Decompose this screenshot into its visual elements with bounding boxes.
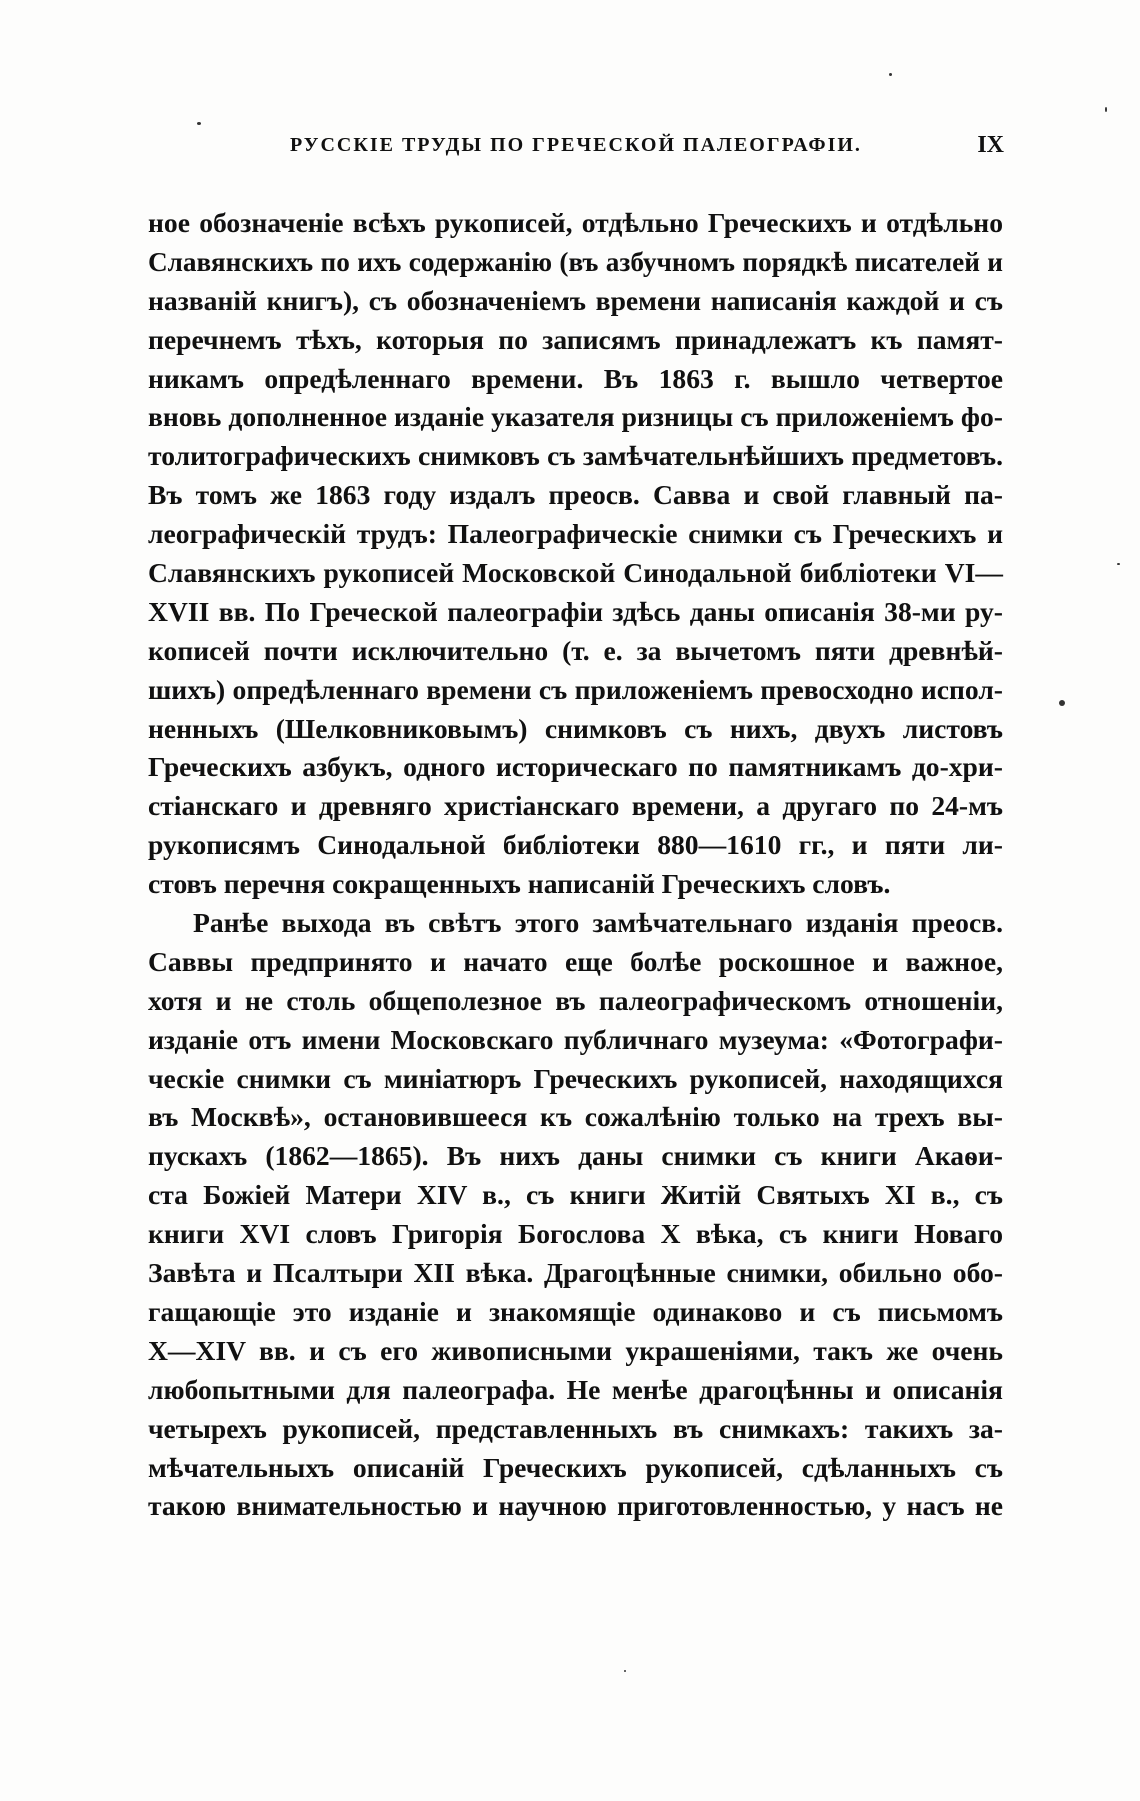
text-line: вновь дополненное изданіе указателя ризницы съ приложеніемъ фо-: [148, 401, 1003, 433]
ink-speck: [1117, 563, 1120, 565]
text-line: перечнемъ тѣхъ, которыя по записямъ принадлежатъ къ памят-: [148, 323, 1003, 355]
text-line: никамъ опредѣленнаго времени. Въ 1863 г. вышло четвертое: [148, 362, 1003, 394]
text-line: ста Божіей Матери XIV в., съ книги Житій Святыхъ XI в., съ: [148, 1179, 1003, 1211]
text-line: названій книгъ), съ обозначеніемъ времени написанія каждой и съ: [148, 284, 1003, 316]
text-line: Славянскихъ по ихъ содержанію (въ азбучномъ порядкѣ писателей и: [148, 246, 1003, 277]
page-number: IX: [977, 132, 1004, 158]
text-line: Славянскихъ рукописей Московской Синодальной библіотеки VI—: [148, 557, 1003, 589]
text-line: Греческихъ азбукъ, одного историческаго по памятникамъ до-хри-: [148, 751, 1003, 783]
text-line: Саввы предпринято и начато еще болѣе роскошное и важное,: [148, 945, 1003, 977]
text-line: кописей почти исключительно (т. е. за вычетомъ пяти древнѣй-: [148, 634, 1003, 666]
text-line: четырехъ рукописей, представленныхъ въ снимкахъ: такихъ за-: [148, 1412, 1003, 1444]
text-line: ненныхъ (Шелковниковымъ) снимковъ съ нихъ, двухъ листовъ: [148, 712, 1003, 744]
text-line: Въ томъ же 1863 году издалъ преосв. Савва и свой главный па-: [148, 479, 1003, 511]
text-line: леографическій трудъ: Палеографическіе снимки съ Греческихъ и: [148, 518, 1003, 550]
text-line: хотя и не столь общеполезное въ палеографическомъ отношеніи,: [148, 984, 1003, 1016]
ink-speck: [1105, 107, 1107, 112]
text-line: рукописямъ Синодальной библіотеки 880—1610 гг., и пяти ли-: [148, 829, 1003, 861]
text-line: пускахъ (1862—1865). Въ нихъ даны снимки съ книги Акаѳи-: [148, 1140, 1003, 1172]
paragraph-last-line: стовъ перечня сокращенныхъ написаній Греческихъ словъ.: [148, 868, 891, 900]
ink-speck: [624, 1670, 626, 1672]
text-line: X—XIV вв. и съ его живописными украшеніями, такъ же очень: [148, 1334, 1003, 1366]
text-line: стіанскаго и древняго христіанскаго времени, а другаго по 24-мъ: [148, 790, 1003, 822]
ink-speck: [197, 122, 201, 125]
text-line: изданіе отъ имени Московскаго публичнаго музеума: «Фотографи-: [148, 1023, 1003, 1055]
text-line: любопытными для палеографа. Не менѣе драгоцѣнны и описанія: [148, 1373, 1003, 1405]
text-line: гащающіе это изданіе и знакомящіе одинаково и съ письмомъ: [148, 1295, 1003, 1327]
text-line: ческіе снимки съ миніатюръ Греческихъ рукописей, находящихся: [148, 1062, 1003, 1094]
text-line: XVII вв. По Греческой палеографіи здѣсь даны описанія 38-ми ру-: [148, 595, 1003, 627]
text-line: такою внимательностью и научною приготовленностью, у насъ не: [148, 1490, 1003, 1522]
running-title: РУССКІЕ ТРУДЫ ПО ГРЕЧЕСКОЙ ПАЛЕОГРАФІИ.: [290, 134, 862, 156]
text-line: шихъ) опредѣленнаго времени съ приложеніемъ превосходно испол-: [148, 673, 1003, 705]
ink-speck: [889, 73, 892, 76]
paragraph-first-line: Ранѣе выхода въ свѣтъ этого замѣчательнаго изданія преосв.: [193, 907, 1003, 939]
text-line: Завѣта и Псалтыри XII вѣка. Драгоцѣнные снимки, обильно обо-: [148, 1257, 1003, 1289]
ink-speck: [1059, 700, 1065, 706]
text-line: книги XVI словъ Григорія Богослова X вѣка, съ книги Новаго: [148, 1218, 1003, 1250]
text-line: въ Москвѣ», остановившееся къ сожалѣнію только на трехъ вы-: [148, 1101, 1003, 1133]
text-line: мѣчательныхъ описаній Греческихъ рукописей, сдѣланныхъ съ: [148, 1451, 1003, 1483]
text-line: толитографическихъ снимковъ съ замѣчательнѣйшихъ предметовъ.: [148, 440, 1003, 472]
body-text: [148, 204, 1003, 1526]
running-head: [148, 134, 1004, 168]
text-line: ное обозначеніе всѣхъ рукописей, отдѣльно Греческихъ и отдѣльно: [148, 207, 1003, 238]
